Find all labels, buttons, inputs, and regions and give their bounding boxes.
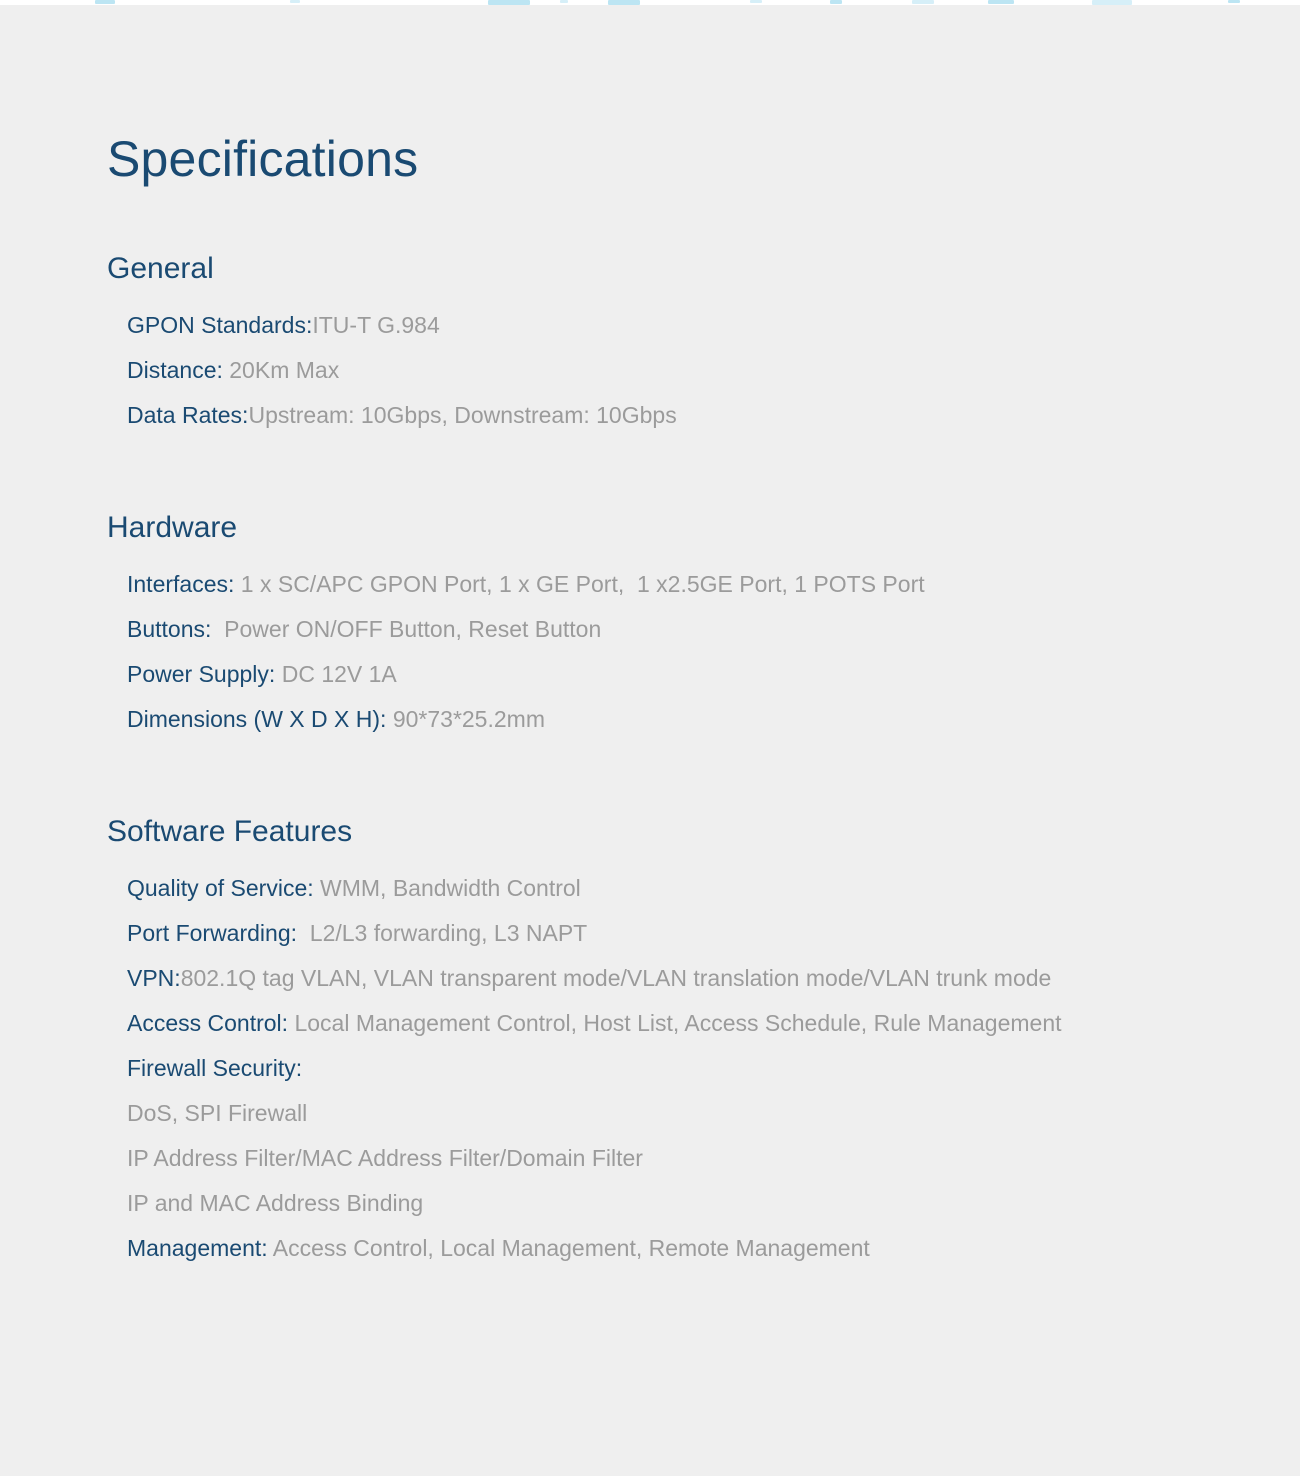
spec-line-quality-of-service xyxy=(127,866,1250,911)
spec-value: Access Control, Local Management, Remote Management xyxy=(267,1235,870,1261)
spec-label: Access Control: xyxy=(127,1010,289,1036)
spec-value: Upstream: 10Gbps, Downstream: 10Gbps xyxy=(248,402,677,428)
spec-line-power-supply xyxy=(127,652,1250,697)
spec-list-hardware xyxy=(107,562,1250,742)
spec-line-buttons xyxy=(127,607,1250,652)
banner-artifact xyxy=(830,0,842,4)
spec-line-management xyxy=(127,1226,1250,1271)
spec-list-software-features xyxy=(107,866,1250,1271)
spec-line-vpn xyxy=(127,956,1250,1001)
spec-line-distance xyxy=(127,348,1250,393)
banner-artifact xyxy=(488,0,530,5)
specifications-page xyxy=(0,5,1300,1271)
spec-label: Distance: xyxy=(127,357,223,383)
banner-artifact xyxy=(560,0,568,3)
spec-value: L2/L3 forwarding, L3 NAPT xyxy=(297,920,588,946)
spec-value: IP and MAC Address Binding xyxy=(127,1190,424,1216)
spec-label: GPON Standards: xyxy=(127,312,313,338)
page-title: Specifications xyxy=(107,131,419,187)
spec-value: Power ON/OFF Button, Reset Button xyxy=(211,616,602,642)
spec-value: ITU-T G.984 xyxy=(312,312,440,338)
spec-label: Firewall Security: xyxy=(127,1055,303,1081)
cropped-banner-edge xyxy=(0,0,1300,5)
banner-artifact xyxy=(1228,0,1240,3)
banner-artifact xyxy=(1092,0,1132,5)
section-software-features xyxy=(107,814,1250,1271)
spec-line-interfaces xyxy=(127,562,1250,607)
spec-label: VPN: xyxy=(127,965,181,991)
spec-value: IP Address Filter/MAC Address Filter/Domain Filter xyxy=(127,1145,643,1171)
spec-line-port-forwarding xyxy=(127,911,1250,956)
spec-label: Buttons: xyxy=(127,616,212,642)
spec-line-ip-mac-binding xyxy=(127,1181,1250,1226)
spec-line-address-filters xyxy=(127,1136,1250,1181)
spec-value: 90*73*25.2mm xyxy=(386,706,545,732)
spec-value: 802.1Q tag VLAN, VLAN transparent mode/VLAN translation mode/VLAN trunk mode xyxy=(180,965,1052,991)
spec-line-firewall-security xyxy=(127,1046,1250,1091)
section-hardware xyxy=(107,510,1250,742)
spec-label: Quality of Service: xyxy=(127,875,314,901)
spec-value: 1 x SC/APC GPON Port, 1 x GE Port, 1 x2.5GE Port, 1 POTS Port xyxy=(234,571,925,597)
spec-value: DoS, SPI Firewall xyxy=(127,1100,308,1126)
spec-line-dos-spi-firewall xyxy=(127,1091,1250,1136)
spec-label: Data Rates: xyxy=(127,402,249,428)
spec-line-dimensions xyxy=(127,697,1250,742)
banner-artifact xyxy=(750,0,762,3)
section-title-software-features: Software Features xyxy=(107,815,353,848)
spec-label: Interfaces: xyxy=(127,571,235,597)
spec-line-access-control xyxy=(127,1001,1250,1046)
spec-value: Local Management Control, Host List, Access Schedule, Rule Management xyxy=(288,1010,1062,1036)
spec-value: WMM, Bandwidth Control xyxy=(313,875,581,901)
banner-artifact xyxy=(988,0,1014,4)
banner-artifact xyxy=(608,0,640,5)
banner-artifact xyxy=(95,0,115,4)
section-title-general: General xyxy=(107,252,214,285)
spec-value: 20Km Max xyxy=(222,357,340,383)
section-general xyxy=(107,251,1250,438)
spec-value: DC 12V 1A xyxy=(275,661,397,687)
section-title-hardware: Hardware xyxy=(107,511,238,544)
spec-line-gpon-standards xyxy=(127,303,1250,348)
spec-list-general xyxy=(107,303,1250,438)
banner-artifact xyxy=(912,0,934,4)
spec-label: Port Forwarding: xyxy=(127,920,298,946)
spec-line-data-rates xyxy=(127,393,1250,438)
banner-artifact xyxy=(290,0,300,3)
spec-label: Dimensions (W X D X H): xyxy=(127,706,387,732)
spec-label: Power Supply: xyxy=(127,661,276,687)
spec-label: Management: xyxy=(127,1235,268,1261)
